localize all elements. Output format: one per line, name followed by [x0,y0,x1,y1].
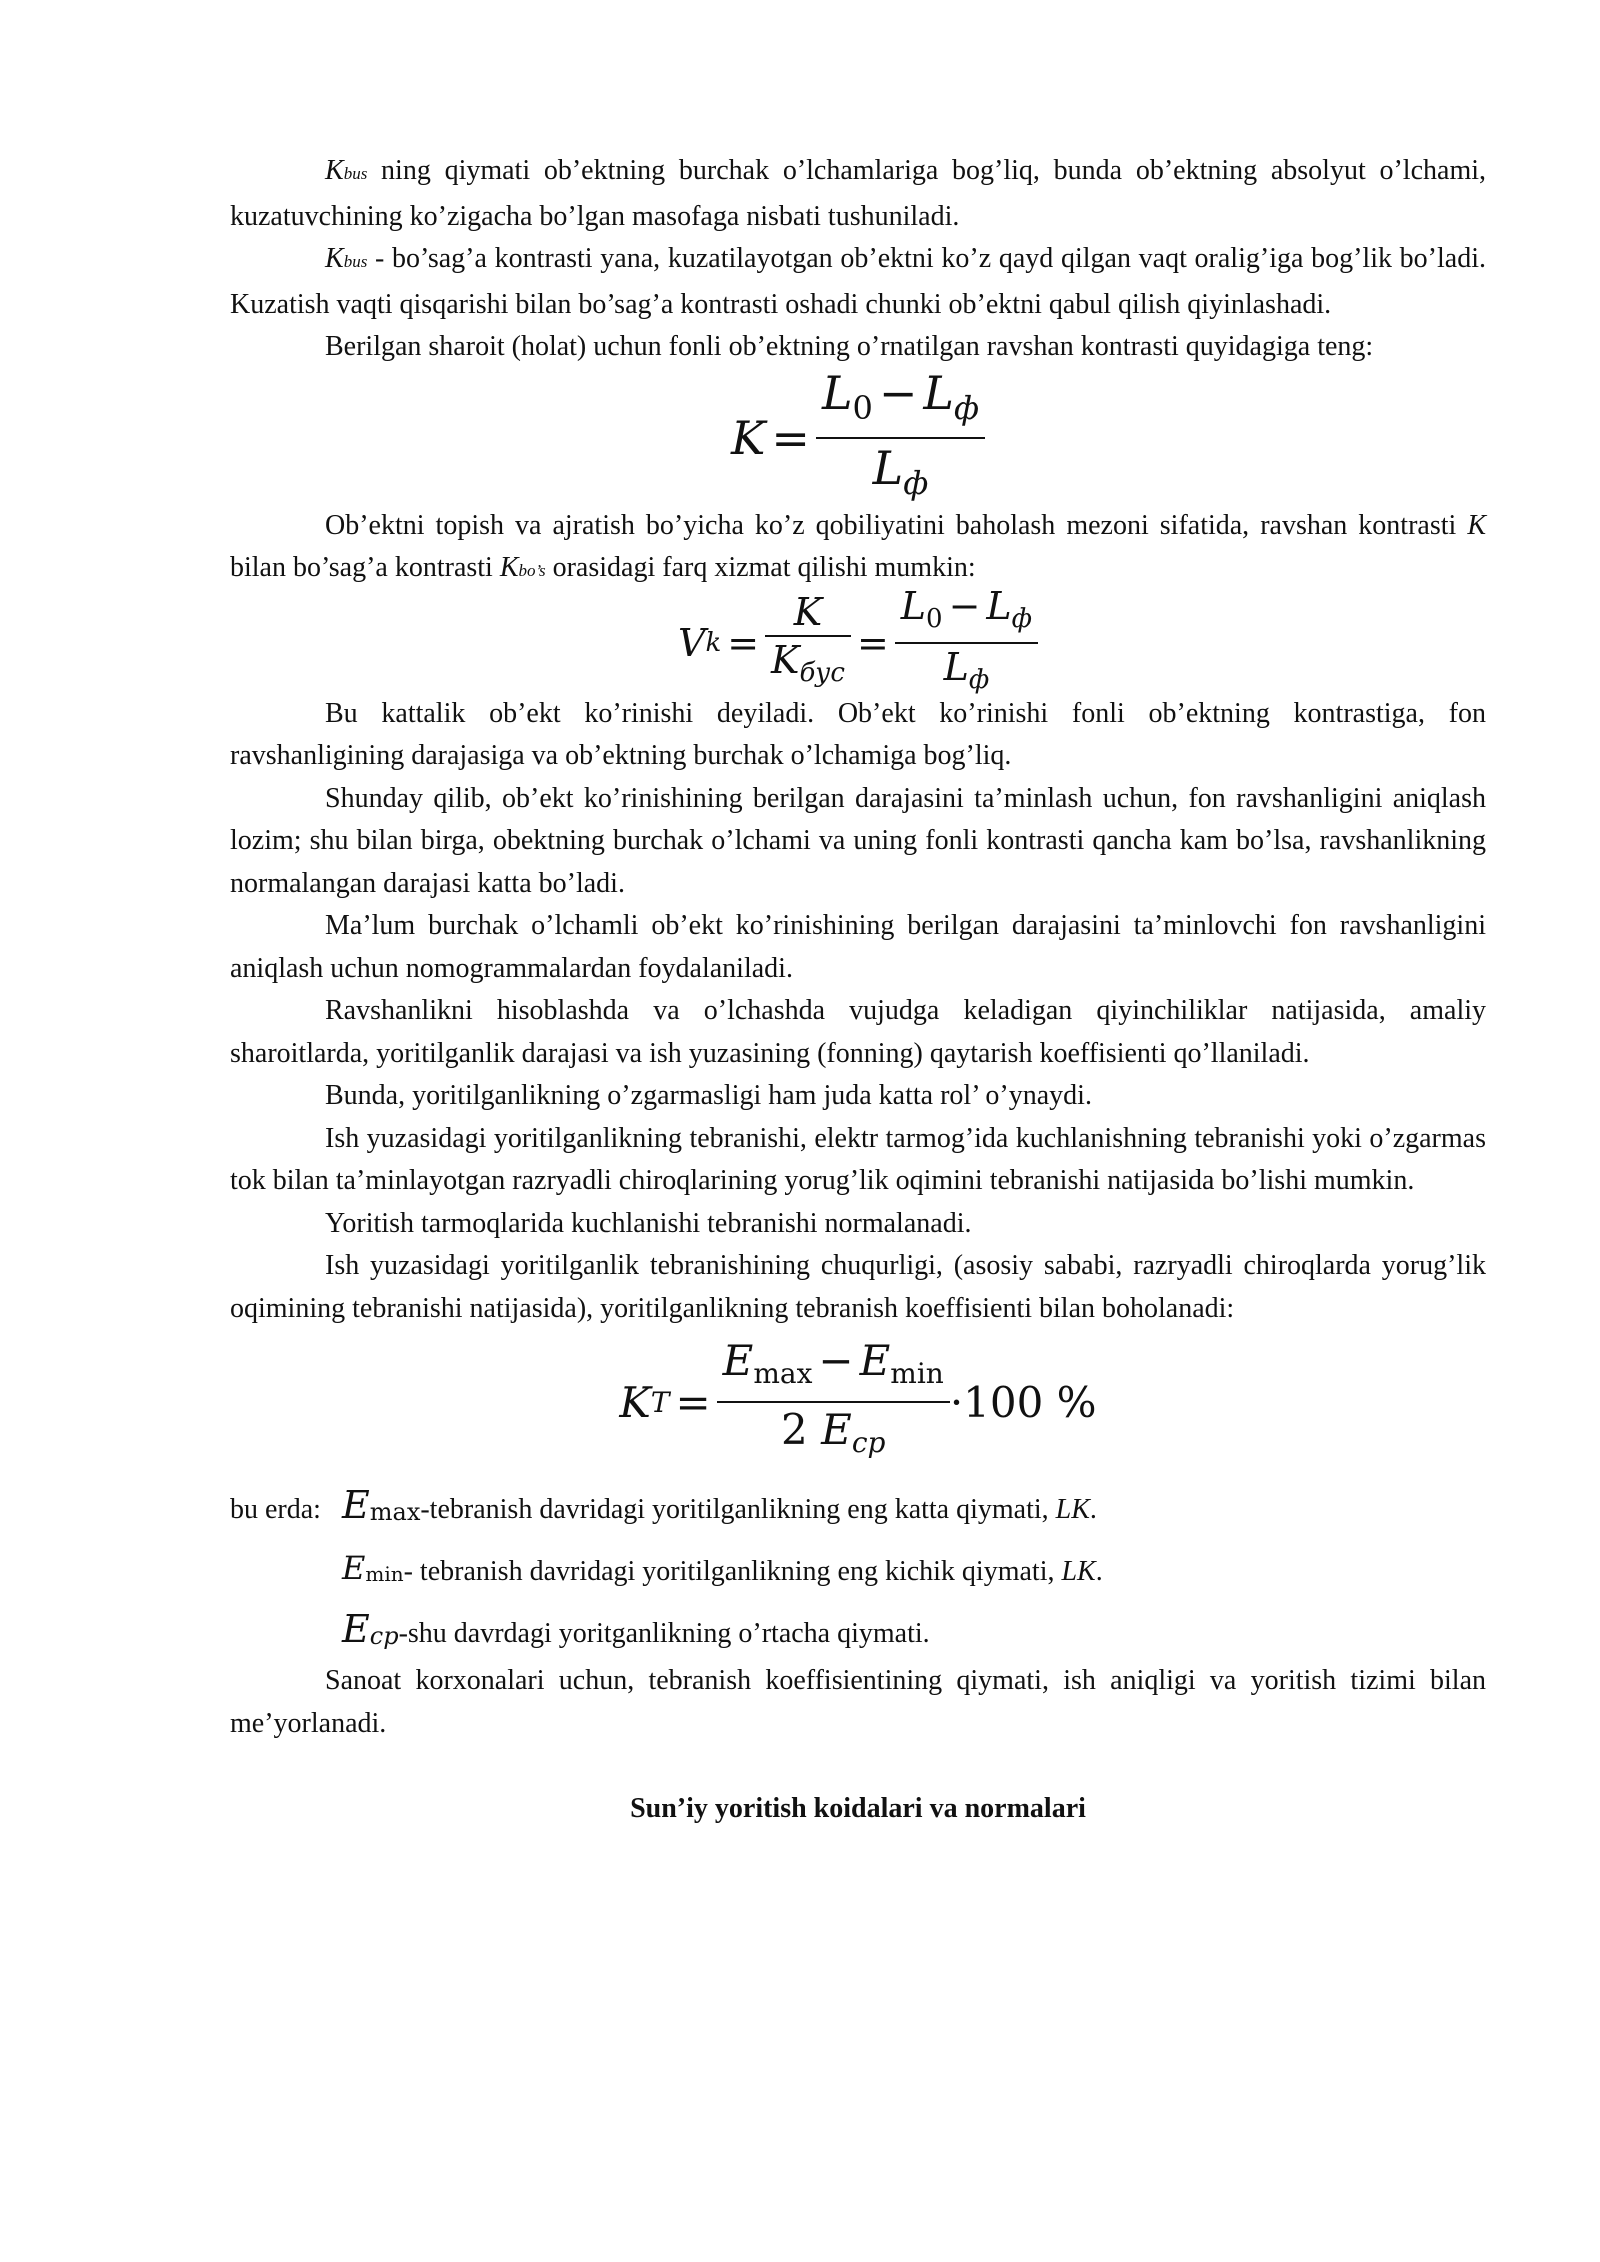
minus-sign: − [948,583,981,628]
unit-lk: LK [1061,1556,1096,1587]
fraction-numerator [816,364,985,437]
paragraph-4-text-c: orasidagi farq xizmat qilishi mumkin: [545,552,976,583]
formula-lhs-subscript: k [705,627,722,658]
symbol-emax [342,1485,420,1532]
fraction-numerator [788,589,828,635]
num-symbol-b-subscript: min [890,1357,944,1390]
den-symbol: L [943,644,969,689]
symbol-k-threshold-subscript: bo’s [518,561,546,580]
paragraph-7: Ma’lum burchak o’lchamli ob’ekt ko’rinishining berilgan darajasini ta’minlovchi fon ravshanligini aniqlash uchun nomogrammalardan foydalaniladi. [230,910,1486,984]
den-symbol-subscript: ф [903,463,929,502]
paragraph-6: Shunday qilib, ob’ekt ko’rinishining berilgan darajasini ta’minlash uchun, fon ravshanligini aniqlash lozim; shu bilan birga, obektning burchak o’lchami va uning fonli kontrasti qancha kam bo’lsa, ravshanlikning normalangan darajasi katta bo’ladi. [230,782,1486,899]
formula-fraction [717,1334,950,1470]
paragraph-9: Bunda, yoritilganlikning o’zgarmasligi ham juda katta rol’ o’ynaydi. [325,1080,1092,1111]
paragraph-4 [230,505,1486,593]
definitions-list [230,1470,1486,1656]
symbol-k-threshold: K [499,552,519,583]
definition-emax [230,1470,1486,1532]
section-heading: Sun’iy yoritish koidalari va normalari [630,1793,1086,1824]
minus-sign: − [818,1336,854,1385]
paragraph-1-text: ning qiymati ob’ektning burchak o’lchamlariga bog’liq, bunda ob’ektning absolyut o’lchami, kuzatuvchining ko’zigacha bo’lgan masofaga nisbati tushuniladi. [230,155,1486,232]
fraction-denominator [775,1403,891,1470]
minus-sign: − [878,365,918,420]
fraction-denominator [765,637,851,696]
definition-emin-text [404,1556,1103,1594]
definition-end: . [1089,1494,1097,1525]
symbol-e-subscript: max [369,1498,421,1526]
definitions-lead: bu erda: [230,1494,321,1525]
formula-lhs: K [619,1377,651,1427]
num-symbol-a-subscript: 0 [926,603,943,634]
den-symbol: L [872,440,904,495]
symbol-eavg [342,1609,399,1656]
symbol-e: E [342,1607,370,1651]
paragraph-12: Ish yuzasidagi yoritilganlik tebranishining chuqurligi, (asosiy sababi, razryadli chiroqlarda yorug’lik oqimining tebranishi natijasida), yoritilganlikning tebranish koeffisienti bilan boholanadi: [230,1250,1486,1324]
definition-eavg [230,1594,1486,1656]
den-symbol-subscript: ф [968,664,990,695]
paragraph-5: Bu kattalik ob’ekt ko’rinishi deyiladi. Ob’ekt ko’rinishi fonli ob’ektning kontrastiga, fon ravshanligining darajasiga va ob’ektning burchak o’lchamiga bog’liq. [230,697,1486,771]
den-symbol-subscript: бус [799,658,845,688]
num-symbol-a-subscript: 0 [852,388,873,427]
formula-ripple-coefficient [230,1336,1486,1462]
definition-emin [230,1532,1486,1594]
symbol-emin [342,1546,404,1594]
formula-visibility [230,583,1486,695]
formula-fraction-1 [765,589,851,696]
definition-end: . [1095,1556,1103,1587]
definitions-indent [230,1588,342,1594]
paragraph-4-text-b: bilan bo’sag’a kontrasti [230,552,500,583]
fraction-denominator [867,439,935,512]
definition-text: -tebranish davridagi yoritilganlikning eng katta qiymati, [420,1494,1056,1525]
num-symbol-b: L [923,365,954,420]
fraction-numerator [717,1334,950,1401]
den-coefficient: 2 [781,1405,808,1454]
num-symbol-a: L [900,583,927,628]
num-symbol-a: L [821,365,853,420]
formula-equals: = [727,620,760,665]
definitions-indent [230,1650,342,1656]
symbol-e: E [342,1549,366,1587]
symbol-k-subscript: bus [343,164,368,183]
paragraph-8: Ravshanlikni hisoblashda va o’lchashda vujudga keladigan qiyinchiliklar natijasida, amaliy sharoitlarda, yoritilganlik darajasi va ish yuzasining (fonning) qaytarish koeffisienti qo’llaniladi. [230,995,1486,1069]
formula-lhs: K [731,410,766,465]
num-symbol-b: E [859,1336,891,1385]
symbol-k: K [1467,509,1486,541]
den-symbol: K [771,638,800,682]
paragraph-4-text-a: Ob’ektni topish va ajratish bo’yicha ko’z qobiliyatini baholash mezoni sifatida, ravshan kontrasti [325,509,1468,541]
page-content [230,150,1486,1825]
formula-lhs: V [677,620,706,665]
formula-equals: = [675,1377,711,1427]
num-symbol: K [793,590,823,634]
symbol-k-subscript: bus [343,252,368,271]
symbol-k: K [325,155,344,186]
symbol-e-subscript: min [365,1562,404,1586]
num-symbol-b-subscript: ф [953,388,979,427]
formula-percent-factor: ·100 % [949,1377,1097,1427]
formula-fraction [816,364,985,512]
num-symbol-a: E [722,1336,754,1385]
formula-contrast [230,365,1486,503]
paragraph-11: Yoritish tarmoqlarida kuchlanishi tebranishi normalanadi. [325,1207,972,1239]
num-symbol-a-subscript: max [753,1357,813,1390]
paragraph-13: Sanoat korxonalari uchun, tebranish koeffisientining qiymati, ish aniqligi va yoritish tizimi bilan me’yorlanadi. [230,1665,1486,1739]
formula-fraction-2 [895,583,1038,703]
symbol-k: K [325,243,344,274]
paragraph-10: Ish yuzasidagi yoritilganlikning tebranishi, elektr tarmog’ida kuchlanishning tebranishi yoki o’zgarmas tok bilan ta’minlayotgan razryadli chiroqlarining yorug’lik oqimini tebranishi natijasida bo’lishi mumkin. [230,1122,1486,1196]
formula-equals: = [771,410,810,465]
num-symbol-b: L [986,583,1012,628]
formula-lhs-subscript: T [650,1385,670,1419]
paragraph-2-text: - bo’sag’a kontrasti yana, kuzatilayotgan ob’ektni ko’z qayd qilgan vaqt oralig’iga bog’lik bo’ladi. Kuzatish vaqti qisqarishi bilan bo’sag’a kontrasti oshadi chunki ob’ektni qabul qilish qiyinlashadi. [230,243,1486,320]
den-symbol: E [821,1405,852,1454]
den-symbol-subscript: ср [851,1426,886,1459]
paragraph-1 [230,150,1486,238]
paragraph-3: Berilgan sharoit (holat) uchun fonli ob’ektning o’rnatilgan ravshan kontrasti quyidagiga teng: [325,331,1374,362]
unit-lk: LK [1055,1494,1090,1525]
paragraph-2 [230,238,1486,326]
fraction-numerator [895,583,1038,642]
symbol-e-subscript: ср [369,1622,399,1650]
definition-eavg-text: -shu davrdagi yoritganlikning o’rtacha qiymati. [398,1618,930,1649]
num-symbol-b-subscript: ф [1011,603,1033,634]
definition-emax-text [420,1494,1097,1532]
symbol-e: E [342,1483,370,1527]
formula-equals-2: = [856,620,889,665]
definition-text: - tebranish davridagi yoritilganlikning eng kichik qiymati, [403,1556,1062,1587]
